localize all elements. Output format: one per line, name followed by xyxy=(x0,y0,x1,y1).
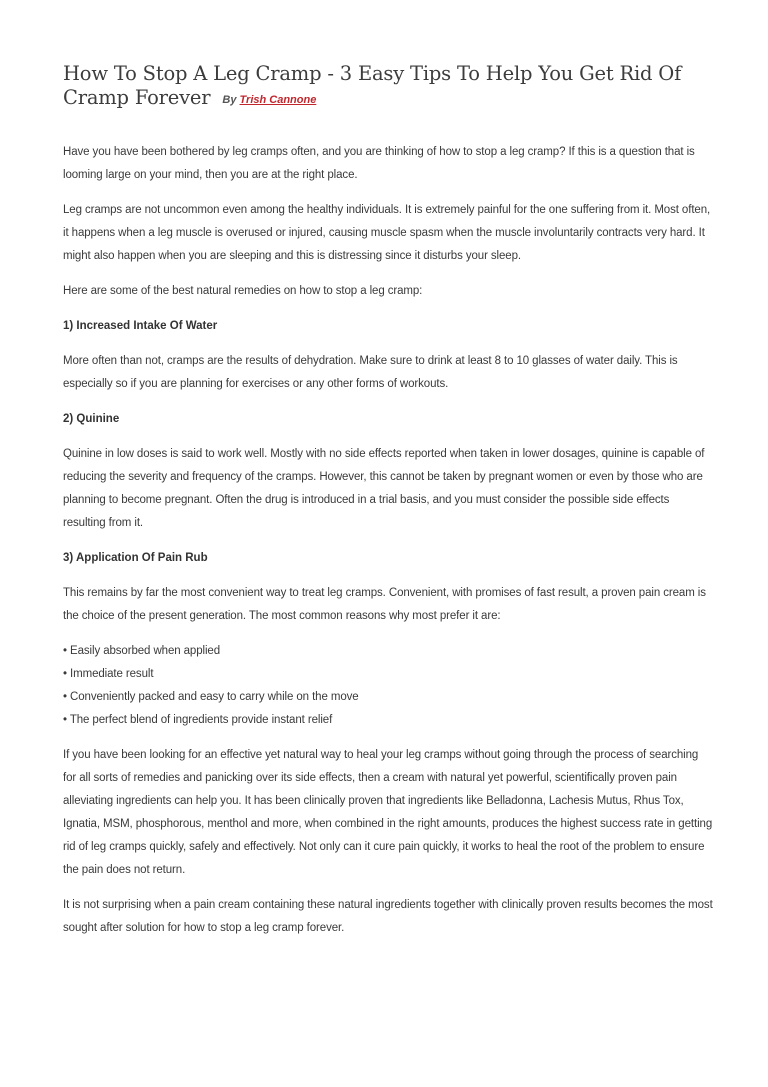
quinine-heading: 2) Quinine xyxy=(63,413,120,425)
byline-prefix: By xyxy=(222,94,237,106)
article-title xyxy=(63,62,713,112)
byline xyxy=(222,94,316,106)
pain-rub-paragraph: This remains by far the most convenient way to treat leg cramps. Convenient, with promises of fast result, a proven pain cream is the choice of the present generation. The most common reasons why most prefer it are: xyxy=(63,587,706,622)
water-paragraph: More often than not, cramps are the results of dehydration. Make sure to drink at least 8 to 10 glasses of water daily. This is especially so if you are planning for exercises or any other forms of workouts. xyxy=(63,355,678,390)
intro-paragraph: Have you have been bothered by leg cramps often, and you are thinking of how to stop a leg cramp? If this is a question that is looming large on your mind, then you are at the right place. xyxy=(63,146,695,181)
article-title-line-1: How To Stop A Leg Cramp - 3 Easy Tips To Help You Get Rid Of xyxy=(63,62,682,85)
quinine-paragraph: Quinine in low doses is said to work well. Mostly with no side effects reported when taken in lower dosages, quinine is capable of reducing the severity and frequency of the cramps. However, this cannot be taken by pregnant women or even by those who are planning to become pregnant. Often the drug is introduced in a trial basis, and you must consider the possible side effects resulting from it. xyxy=(63,448,705,529)
pain-rub-heading: 3) Application Of Pain Rub xyxy=(63,552,208,564)
water-heading: 1) Increased Intake Of Water xyxy=(63,320,218,332)
article-title-line-2: Cramp Forever xyxy=(63,86,211,109)
remedies-intro-paragraph: Here are some of the best natural remedies on how to stop a leg cramp: xyxy=(63,285,423,297)
document-page xyxy=(63,62,713,952)
list-item: • The perfect blend of ingredients provide instant relief xyxy=(63,714,333,726)
list-item: • Conveniently packed and easy to carry while on the move xyxy=(63,691,359,703)
benefits-list xyxy=(63,640,713,732)
about-paragraph: Leg cramps are not uncommon even among the healthy individuals. It is extremely painful for the one suffering from it. Most often, it happens when a leg muscle is overused or injured, causing muscle spasm when the muscle involuntarily contracts very hard. It might also happen when you are sleeping and this is distressing since it disturbs your sleep. xyxy=(63,204,711,262)
conclusion-paragraph: It is not surprising when a pain cream containing these natural ingredients together with clinically proven results becomes the most sought after solution for how to stop a leg cramp forever. xyxy=(63,899,713,934)
list-item: • Immediate result xyxy=(63,668,154,680)
natural-remedy-paragraph: If you have been looking for an effective yet natural way to heal your leg cramps without going through the process of searching for all sorts of remedies and panicking over its side effects, then a cream with natural yet powerful, scientifically proven pain alleviating ingredients can help you. It has been clinically proven that ingredients like Belladonna, Lachesis Mutus, Rhus Tox, Ignatia, MSM, phosphorous, menthol and more, when combined in the right amounts, produces the highest success rate in getting rid of leg cramps quickly, safely and effectively. Not only can it cure pain quickly, it works to heal the root of the problem to ensure the pain does not return. xyxy=(63,749,713,876)
list-item: • Easily absorbed when applied xyxy=(63,645,221,657)
author-link[interactable]: Trish Cannone xyxy=(239,94,317,106)
